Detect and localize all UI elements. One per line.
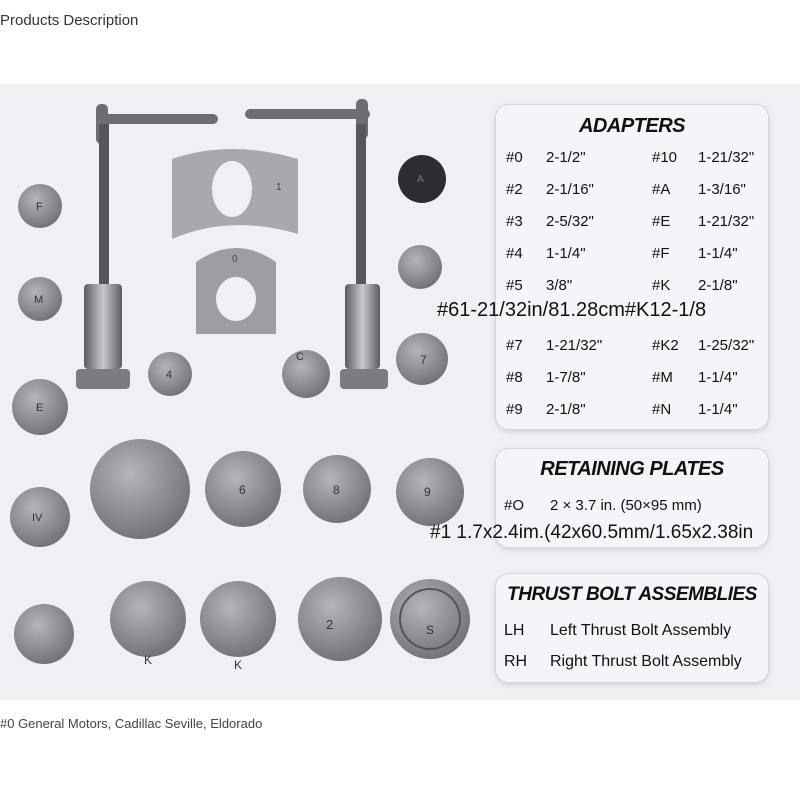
adapter-disc-plain <box>14 604 74 664</box>
adapter-disc-E <box>12 379 68 435</box>
adapter-size: 1-7/8" <box>546 369 586 386</box>
thrust-code-lh: LH <box>504 622 525 639</box>
adapter-size: 2-1/8" <box>698 277 738 294</box>
adapter-disc-4 <box>148 352 192 396</box>
adapter-disc-9 <box>396 458 464 526</box>
svg-text:K: K <box>144 653 153 667</box>
adapter-code: #K2 <box>652 337 679 354</box>
thrust-bolt-panel <box>495 573 769 683</box>
adapter-disc-8 <box>303 455 371 523</box>
adapter-disc-2 <box>298 577 382 661</box>
adapter-code: #N <box>652 401 672 418</box>
right-thrust-bolt-assembly <box>245 99 388 389</box>
retaining-plate-1 <box>172 149 298 239</box>
svg-text:8: 8 <box>333 483 340 497</box>
thrust-label-rh: Right Thrust Bolt Assembly <box>550 653 742 670</box>
adapter-size: 1-25/32" <box>698 337 755 354</box>
retaining-plate-value: 2 × 3.7 in. (50×95 mm) <box>550 497 702 514</box>
adapter-code: #10 <box>652 149 678 166</box>
adapter-size: 1-3/16" <box>698 181 746 198</box>
adapter-disc-K <box>110 581 186 667</box>
svg-text:2: 2 <box>326 617 334 632</box>
plate-mark-1: 1 <box>276 182 282 193</box>
retaining-plates-title: RETAINING PLATES <box>540 458 724 480</box>
adapter-size: 1-1/4" <box>698 369 738 386</box>
adapters-title: ADAPTERS <box>578 115 685 137</box>
adapter-code: #F <box>652 245 670 262</box>
adapter-code: #0 <box>506 149 523 166</box>
adapter-code: #3 <box>506 213 523 230</box>
svg-text:6: 6 <box>239 483 246 497</box>
adapter-disc-IV <box>10 487 70 547</box>
adapter-disc-K2-small <box>398 245 442 289</box>
adapter-disc-F <box>18 184 62 228</box>
adapter-disc-C <box>282 350 330 398</box>
adapter-code: #4 <box>506 245 523 262</box>
adapter-size: 1-21/32" <box>698 213 755 230</box>
adapter-disc-large-1 <box>90 439 190 539</box>
retaining-plate-O <box>196 248 276 334</box>
svg-text:M: M <box>34 294 44 306</box>
plate-mark-0: 0 <box>232 254 238 265</box>
thrust-bolt-title: THRUST BOLT ASSEMBLIES <box>507 584 757 605</box>
adapter-size: 2-1/2" <box>546 149 586 166</box>
compatibility-note: #0 General Motors, Cadillac Seville, Eldorado <box>0 716 263 731</box>
adapter-size: 2-5/32" <box>546 213 594 230</box>
adapter-code: #8 <box>506 369 523 386</box>
adapter-size-overlay: #61-21/32in/81.28cm#K12-1/8 <box>437 299 707 321</box>
svg-text:K: K <box>234 658 243 672</box>
adapter-code: #A <box>652 181 671 198</box>
adapter-disc-6 <box>205 451 281 527</box>
adapter-code: #E <box>652 213 671 230</box>
retaining-plate-overlay: #1 1.7x2.4im.(42x60.5mm/1.65x2.38in <box>430 522 754 543</box>
adapter-size: 1-1/4" <box>698 245 738 262</box>
adapter-size: 2-1/16" <box>546 181 594 198</box>
svg-text:9: 9 <box>424 485 431 499</box>
svg-text:4: 4 <box>166 369 173 381</box>
adapter-disc-7 <box>396 333 448 385</box>
adapter-size: 1-1/4" <box>546 245 586 262</box>
svg-text:IV: IV <box>32 512 43 524</box>
adapter-size: 3/8" <box>546 277 573 294</box>
svg-text:S: S <box>426 623 435 637</box>
adapter-size: 2-1/8" <box>546 401 586 418</box>
svg-text:E: E <box>36 402 44 414</box>
adapter-code: #9 <box>506 401 523 418</box>
svg-text:A: A <box>417 174 424 185</box>
retaining-plate-code: #O <box>504 497 525 514</box>
adapter-code: #K <box>652 277 671 294</box>
adapter-size: 1-21/32" <box>546 337 603 354</box>
left-thrust-bolt-assembly <box>76 104 218 389</box>
thrust-code-rh: RH <box>504 653 528 670</box>
adapter-disc-K-second <box>200 581 276 672</box>
adapter-disc-A <box>398 155 446 203</box>
adapter-disc-M <box>18 277 62 321</box>
thrust-label-lh: Left Thrust Bolt Assembly <box>550 622 732 639</box>
adapters-panel <box>495 104 769 430</box>
adapter-code: #2 <box>506 181 523 198</box>
adapter-code: #5 <box>506 277 523 294</box>
adapter-code: #M <box>652 369 673 386</box>
products-description-heading: Products Description <box>0 12 139 29</box>
adapter-code: #7 <box>506 337 523 354</box>
adapter-size: 1-1/4" <box>698 401 738 418</box>
svg-text:F: F <box>36 201 43 213</box>
adapter-size: 1-21/32" <box>698 149 755 166</box>
svg-text:7: 7 <box>420 353 427 367</box>
svg-text:C: C <box>296 351 304 363</box>
adapter-disc-S <box>390 579 470 659</box>
